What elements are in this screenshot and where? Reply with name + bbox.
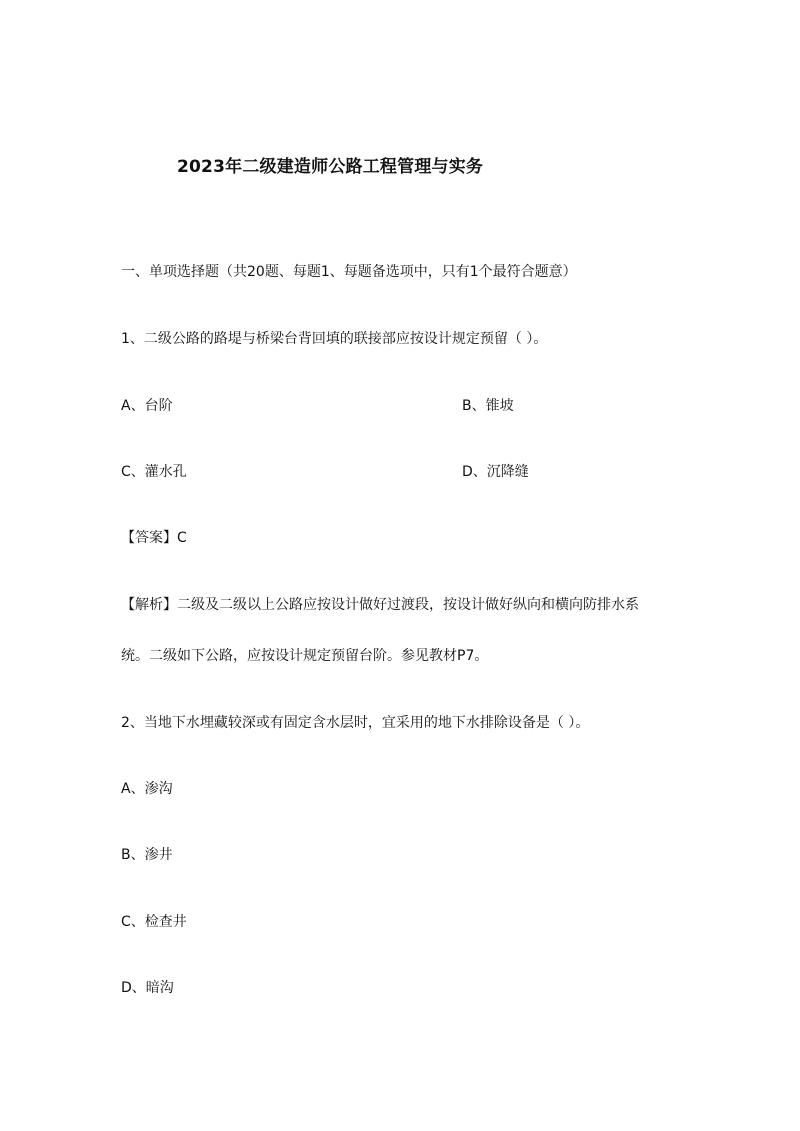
- question-1-option-d: D、沉降缝: [462, 464, 529, 480]
- question-1-analysis-line-2: 统。二级如下公路，应按设计规定预留台阶。参见教材P7。: [121, 648, 489, 664]
- question-2-option-b: B、渗井: [121, 847, 173, 863]
- question-1-option-c: C、灌水孔: [121, 464, 187, 480]
- document-title: 2023年二级建造师公路工程管理与实务: [177, 157, 484, 177]
- question-2-option-d: D、暗沟: [121, 980, 174, 996]
- question-2-option-c: C、检查井: [121, 914, 187, 930]
- question-1-option-a: A、台阶: [121, 398, 173, 414]
- question-1-analysis-line-1: 【解析】二级及二级以上公路应按设计做好过渡段，按设计做好纵向和横向防排水系: [121, 597, 639, 613]
- question-1-stem: 1、二级公路的路堤与桥梁台背回填的联接部应按设计规定预留（ ）。: [121, 331, 548, 347]
- question-1-option-b: B、锥坡: [462, 398, 514, 414]
- question-1-answer: 【答案】C: [121, 530, 187, 546]
- question-2-stem: 2、当地下水埋藏较深或有固定含水层时，宜采用的地下水排除设备是（ ）。: [121, 715, 590, 731]
- section-heading: 一、单项选择题（共20题、每题1、每题备选项中，只有1个最符合题意）: [121, 264, 577, 280]
- question-2-option-a: A、渗沟: [121, 781, 173, 797]
